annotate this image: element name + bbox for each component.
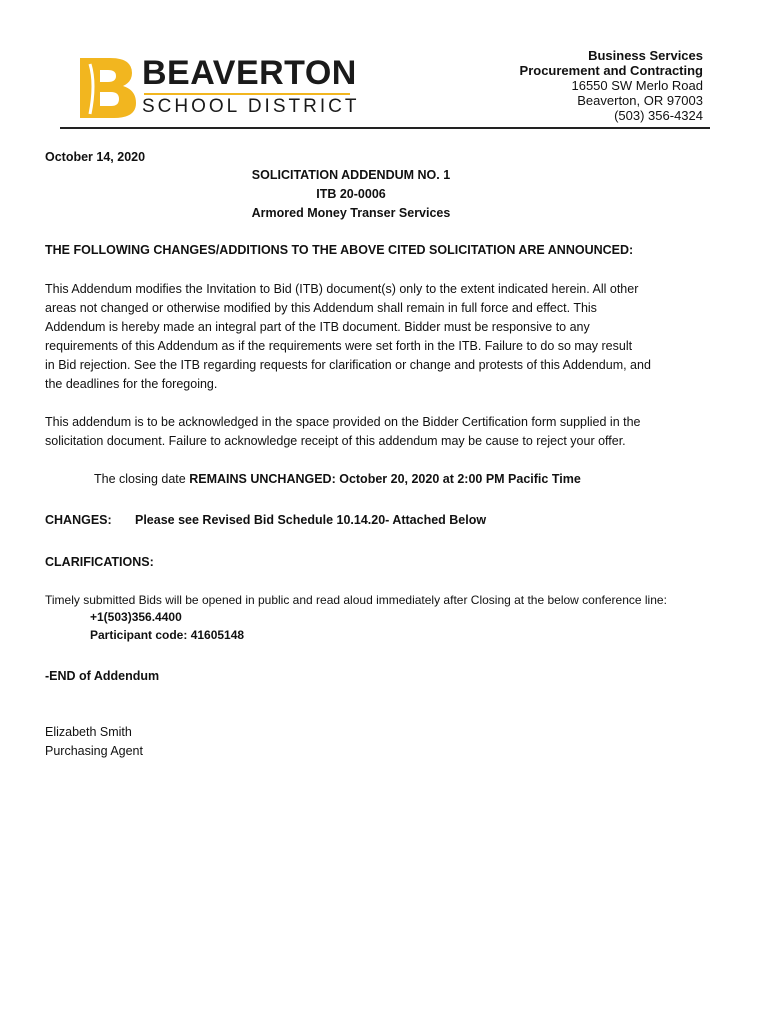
title-line-1: SOLICITATION ADDENDUM NO. 1	[251, 168, 451, 182]
paragraph-line: in Bid rejection. See the ITB regarding requests for clarification or change and protests of this Addendum, and	[45, 358, 651, 372]
paragraph-line: requirements of this Addendum as if the requirements were set forth in the ITB. Failure to do so may result	[45, 339, 633, 353]
header-dept1: Business Services	[588, 48, 703, 63]
header-dept2: Procurement and Contracting	[519, 63, 703, 78]
logo-text-school-district: SCHOOL DISTRICT	[142, 96, 360, 117]
header-phone: (503) 356-4324	[614, 108, 703, 123]
header-address-block	[520, 48, 703, 123]
logo-text-beaverton: BEAVERTON	[142, 54, 357, 92]
end-of-addendum: -END of Addendum	[45, 669, 160, 683]
header-city: Beaverton, OR 97003	[577, 93, 703, 108]
signer-role: Purchasing Agent	[45, 744, 143, 758]
closing-date-bold: REMAINS UNCHANGED: October 20, 2020 at 2:00 PM Pacific Time	[189, 472, 581, 486]
paragraph-line: solicitation document. Failure to acknowledge receipt of this addendum may be cause to reject your offer.	[45, 434, 626, 448]
conference-phone: +1(503)356.4400	[90, 610, 182, 624]
signature-block	[45, 723, 143, 761]
title-line-2: ITB 20-0006	[316, 187, 386, 201]
title-line-3: Armored Money Transer Services	[251, 206, 451, 220]
paragraph-line: This Addendum modifies the Invitation to Bid (ITB) document(s) only to the extent indicated herein. All other	[45, 282, 639, 296]
closing-prefix: The closing date	[94, 472, 186, 486]
paragraph-acknowledge	[45, 413, 735, 451]
clarifications-text: Timely submitted Bids will be opened in public and read aloud immediately after Closing at the below conference line:	[45, 593, 667, 607]
participant-code: Participant code: 41605148	[90, 628, 245, 642]
signer-name: Elizabeth Smith	[45, 725, 132, 739]
header-divider	[60, 127, 710, 129]
clarifications-label: CLARIFICATIONS:	[45, 555, 154, 569]
header-street: 16550 SW Merlo Road	[571, 78, 703, 93]
changes-text: Please see Revised Bid Schedule 10.14.20- Attached Below	[135, 513, 487, 527]
paragraph-line: areas not changed or otherwise modified by this Addendum shall remain in full force and effect. This	[45, 301, 597, 315]
changes-label: CHANGES:	[45, 513, 112, 527]
paragraph-line: the deadlines for the foregoing.	[45, 377, 218, 391]
paragraph-scope	[45, 280, 735, 394]
document-date: October 14, 2020	[45, 150, 146, 164]
paragraph-line: Addendum is hereby made an integral part of the ITB document. Bidder must be responsive to any	[45, 320, 590, 334]
paragraph-line: This addendum is to be acknowledged in the space provided on the Bidder Certification form supplied in the	[45, 415, 641, 429]
district-logo	[76, 54, 360, 122]
logo-b-mark-icon	[76, 54, 138, 120]
announcement-heading: THE FOLLOWING CHANGES/ADDITIONS TO THE ABOVE CITED SOLICITATION ARE ANNOUNCED:	[45, 243, 634, 257]
logo-divider	[144, 93, 350, 95]
document-title	[0, 166, 702, 223]
closing-date-line	[94, 470, 581, 489]
